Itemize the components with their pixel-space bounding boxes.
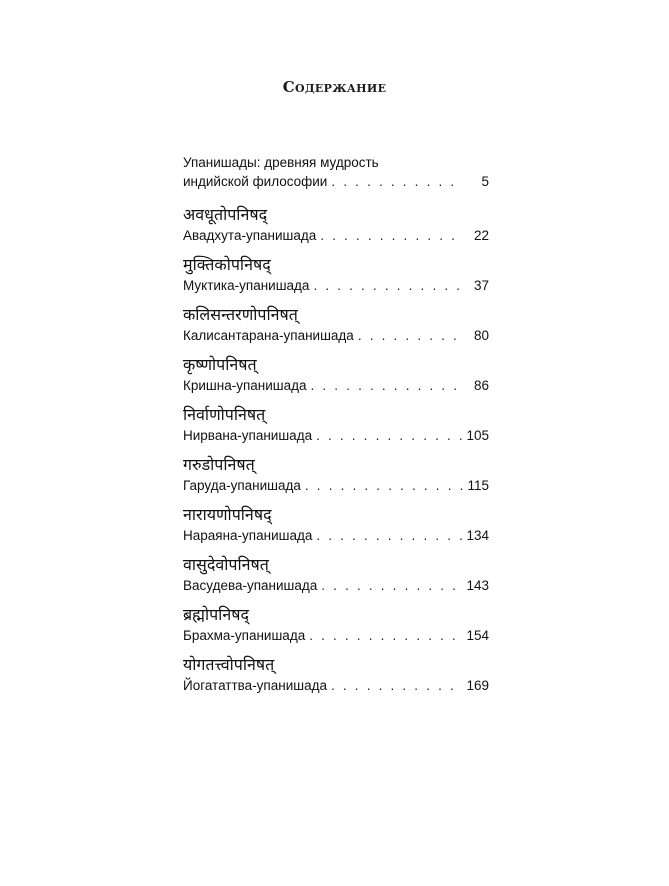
toc-sanskrit-title: नारायणोपनिषद्	[183, 505, 272, 524]
toc-sanskrit-title: कृष्णोपनिषत्	[183, 355, 257, 374]
toc-row	[183, 326, 489, 345]
dot-leader	[313, 276, 463, 295]
toc-sanskrit-title: योगतत्त्वोपनिषत्	[183, 655, 275, 674]
toc-page-number: 154	[466, 628, 489, 643]
toc-sanskrit-title: ब्रह्मोपनिषद्	[183, 605, 249, 624]
toc-title: Гаруда-упанишада	[183, 478, 301, 493]
toc-sanskrit-title: गरुडोपनिषत्	[183, 455, 255, 474]
page-title: Содержание	[282, 78, 387, 96]
dot-leader	[311, 376, 464, 395]
dot-leader	[316, 526, 462, 545]
toc-page-number: 143	[466, 578, 489, 593]
toc-row	[183, 376, 489, 395]
toc-row	[183, 576, 489, 595]
table-of-contents	[183, 153, 489, 704]
toc-entry[interactable]	[183, 354, 489, 404]
toc-page-number: 86	[473, 378, 489, 393]
toc-title: Брахма-упанишада	[183, 628, 306, 643]
toc-row	[183, 676, 489, 695]
toc-row	[183, 426, 489, 445]
toc-sanskrit-title: वासुदेवोपनिषत्	[183, 555, 269, 574]
toc-entry[interactable]	[183, 204, 489, 254]
toc-row	[183, 276, 489, 295]
toc-title: Нараяна-упанишада	[183, 528, 313, 543]
toc-entry[interactable]	[183, 604, 489, 654]
toc-title: Нирвана-упанишада	[183, 428, 313, 443]
toc-page-number: 134	[466, 528, 489, 543]
toc-page-number: 37	[473, 278, 489, 293]
toc-title: Васудева-упанишада	[183, 578, 318, 593]
toc-entry[interactable]	[183, 554, 489, 604]
dot-leader	[331, 172, 463, 191]
toc-sanskrit-title: कलिसन्तरणोपनिषत्	[183, 305, 298, 324]
toc-entry-intro[interactable]	[183, 153, 489, 191]
toc-entry[interactable]	[183, 304, 489, 354]
toc-row	[183, 526, 489, 545]
toc-row	[183, 626, 489, 645]
toc-title: Калисантарана-упанишада	[183, 328, 354, 343]
toc-row	[183, 226, 489, 245]
dot-leader	[309, 626, 462, 645]
toc-entry[interactable]	[183, 504, 489, 554]
toc-sanskrit-title: निर्वाणोपनिषत्	[183, 405, 266, 424]
toc-page-number: 105	[466, 428, 489, 443]
toc-entry[interactable]	[183, 654, 489, 704]
toc-entry[interactable]	[183, 254, 489, 304]
toc-page-number: 115	[467, 478, 489, 493]
toc-page-number: 22	[473, 228, 489, 243]
toc-title: Авадхута-упанишада	[183, 228, 317, 243]
toc-entry[interactable]	[183, 454, 489, 504]
toc-intro-line1: Упанишады: древняя мудрость	[183, 155, 379, 170]
toc-intro-line2: индийской философии	[183, 174, 328, 189]
dot-leader	[320, 226, 463, 245]
dot-leader	[321, 576, 462, 595]
toc-row	[183, 476, 489, 495]
dot-leader	[305, 476, 463, 495]
dot-leader	[358, 326, 463, 345]
toc-intro-row	[183, 172, 489, 191]
toc-page-number: 169	[466, 678, 489, 693]
toc-entry[interactable]	[183, 404, 489, 454]
toc-sanskrit-title: अवधूतोपनिषद्	[183, 205, 268, 224]
dot-leader	[331, 676, 462, 695]
toc-page-number: 5	[481, 174, 489, 189]
toc-title: Муктика-упанишада	[183, 278, 310, 293]
toc-title: Йогататтва-упанишада	[183, 678, 327, 693]
toc-title: Кришна-упанишада	[183, 378, 307, 393]
toc-sanskrit-title: मुक्तिकोपनिषद्	[183, 255, 271, 274]
dot-leader	[316, 426, 462, 445]
toc-page-number: 80	[473, 328, 489, 343]
